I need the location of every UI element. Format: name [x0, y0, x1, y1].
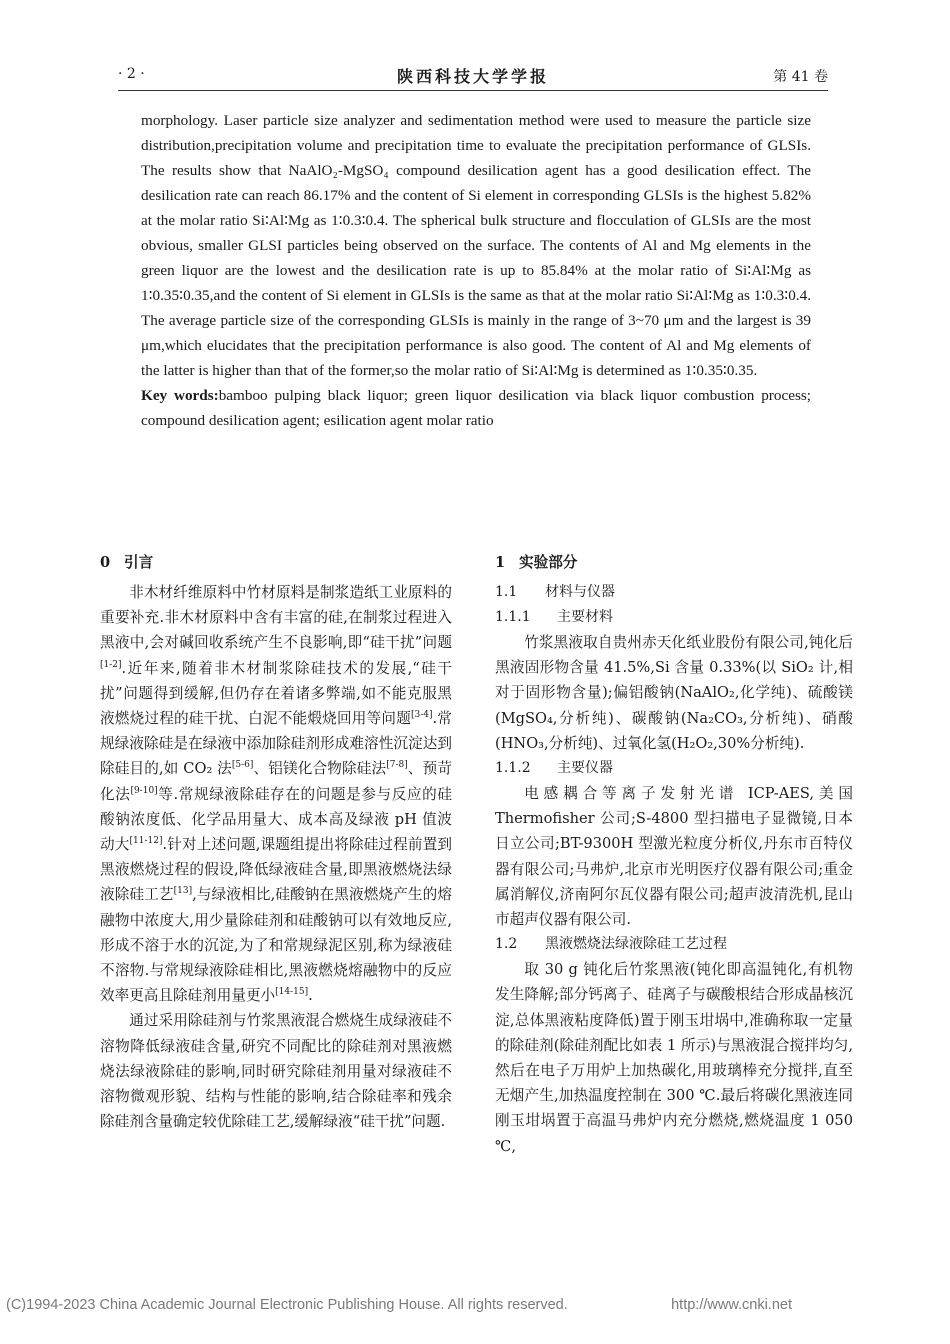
materials-paragraph: 竹浆黑液取自贵州赤天化纸业股份有限公司,钝化后黑液固形物含量 41.5%,Si 含量 0.33%(以 SiO₂ 计,相对于固形物含量);偏铝酸钠(NaAlO₂,化学纯)、硫酸镁(MgSO₄,分析纯)、碳酸钠(Na₂CO₃,分析纯)、硝酸(HNO₃,分析纯)、过氧化氢(H₂O₂,30%分析纯). — [495, 634, 853, 752]
subsection-1-1-1-heading: 1.1.1 主要材料 — [495, 609, 613, 625]
section-title: 引言 — [124, 554, 154, 571]
citation: [5-6] — [231, 760, 254, 771]
section-title: 实验部分 — [519, 554, 578, 571]
subsection-1-2-heading: 1.2 黑液燃烧法绿液除硅工艺过程 — [495, 936, 727, 953]
subsection-1-1-2-heading: 1.1.2 主要仪器 — [495, 760, 613, 777]
citation: [7-8] — [386, 760, 408, 771]
citation: [9-10] — [130, 785, 158, 796]
abstract-text: morphology. Laser particle size analyzer and sedimentation method were used to measure the particle size distribution,precipitation volume and precipitation time to evaluate the precipitation performance of GLSIs. The results show that NaAlO₂-MgSO₄ compound desilication agent has a good desilication effect. The desilication rate can reach 86.17% and the content of Si element in corresponding GLSIs is the highest 5.82% at the molar ratio Si∶Al∶Mg as 1∶0.3∶0.4. The spherical bulk structure and flocculation of GLSIs are the most obvious, smaller GLSI particles being observed on the surface. The contents of Al and Mg elements in the green liquor are the lowest and the desilication rate is up to 85.84% at the molar ratio of Si∶Al∶Mg as 1∶0.35∶0.35,and the content of Si element in GLSIs is the same as that at the molar ratio Si∶Al∶Mg as 1∶0.3∶0.4. The average particle size of the corresponding GLSIs is mainly in the range of 3~70 μm and the largest is 39 μm,which elucidates that the precipitation performance is also good. The content of Al and Mg elements of the latter is higher than that of the former,so the molar ratio of Si∶Al∶Mg is determined as 1∶0.35∶0.35. — [141, 112, 811, 379]
journal-title: 陕西科技大学学报 — [396, 67, 549, 86]
subsection-1-1-heading: 1.1 材料与仪器 — [495, 584, 615, 600]
left-column — [100, 550, 452, 1134]
keywords-text: bamboo pulping black liquor; green liquor desilication via black liquor combustion process; compound desilication agent; esilication agent molar ratio — [141, 387, 811, 429]
section-0-heading — [100, 550, 452, 574]
section-number: 1 — [495, 554, 506, 571]
intro-paragraph-1: 非木材纤维原料中竹材原料是制浆造纸工业原料的重要补充.非木材原料中含有丰富的硅,在制浆过程进入黑液中,会对碱回收系统产生不良影响,即“硅干扰”问题[1-2].近年来,随着非木材制浆除硅技术的发展,“硅干扰”问题得到缓解,但仍存在着诸多弊端,如不能克服黑液燃烧过程的硅干扰、白泥不能煅烧回用等问题[3-4].常规绿液除硅是在绿液中添加除硅剂形成难溶性沉淀达到除硅目的,如 CO₂ 法[5-6]、铝镁化合物除硅法[7-8]、预苛化法[9-10]等.常规绿液除硅存在的问题是参与反应的硅酸钠浓度低、化学品用量大、成本高及绿液 pH 值波动大[11-12].针对上述问题,课题组提出将除硅过程前置到黑液燃烧过程的假设,降低绿液硅含量,即黑液燃烧法绿液除硅工艺[13],与绿液相比,硅酸钠在黑液燃烧产生的熔融物中浓度大,用少量除硅剂和硅酸钠可以有效地反应,形成不溶于水的沉淀,为了和常规绿泥区别,称为绿液硅不溶物.与常规绿液除硅相比,黑液燃烧熔融物中的反应效率更高且除硅剂用量更小[14-15]. — [100, 584, 452, 1005]
copyright-notice: (C)1994-2023 China Academic Journal Electronic Publishing House. All rights reserved. — [6, 1297, 568, 1313]
running-header — [118, 64, 828, 90]
right-column — [495, 550, 853, 1159]
intro-paragraph-2: 通过采用除硅剂与竹浆黑液混合燃烧生成绿液硅不溶物降低绿液硅含量,研究不同配比的除硅剂对黑液燃烧法绿液除硅的影响,同时研究除硅剂用量对绿液硅不溶物微观形貌、结构与性能的影响,结合除硅率和残余除硅剂含量确定较优除硅工艺,缓解绿液“硅干扰”问题. — [100, 1012, 452, 1131]
section-1-heading — [495, 550, 853, 574]
process-paragraph: 取 30 g 钝化后竹浆黑液(钝化即高温钝化,有机物发生降解;部分钙离子、硅离子与碳酸根结合形成晶核沉淀,总体黑液粘度降低)置于刚玉坩埚中,准确称取一定量的除硅剂(除硅剂配比如表 1 所示)与黑液混合搅拌均匀,然后在电子万用炉上加热碳化,用玻璃棒充分搅拌,直至无烟产生,加热温度控制在 300 ℃.最后将碳化黑液连同刚玉坩埚置于高温马弗炉内充分燃烧,燃烧温度 1 050 ℃, — [495, 961, 853, 1155]
page-number: · 2 · — [118, 66, 145, 82]
citation: [11-12] — [129, 836, 163, 847]
header-rule — [118, 90, 828, 91]
citation: [13] — [173, 886, 193, 897]
citation: [14-15] — [275, 987, 309, 998]
citation: [3-4] — [411, 710, 433, 721]
citation: [1-2] — [100, 659, 122, 670]
section-number: 0 — [100, 554, 111, 571]
footer — [0, 1297, 950, 1317]
keywords — [141, 383, 811, 433]
english-abstract — [141, 108, 811, 433]
keywords-label: Key words: — [141, 387, 219, 404]
footer-url[interactable]: http://www.cnki.net — [671, 1297, 792, 1313]
instruments-paragraph: 电感耦合等离子发射光谱 ICP-AES,美国 Thermofisher 公司;S-4800 型扫描电子显微镜,日本日立公司;BT-9300H 型激光粒度分析仪,丹东市百特仪器有限公司;马弗炉,北京市光明医疗仪器有限公司;重金属消解仪,济南阿尔瓦仪器有限公司;超声波清洗机,昆山市超声仪器有限公司. — [495, 785, 853, 929]
volume-label: 第 41 卷 — [773, 69, 828, 85]
